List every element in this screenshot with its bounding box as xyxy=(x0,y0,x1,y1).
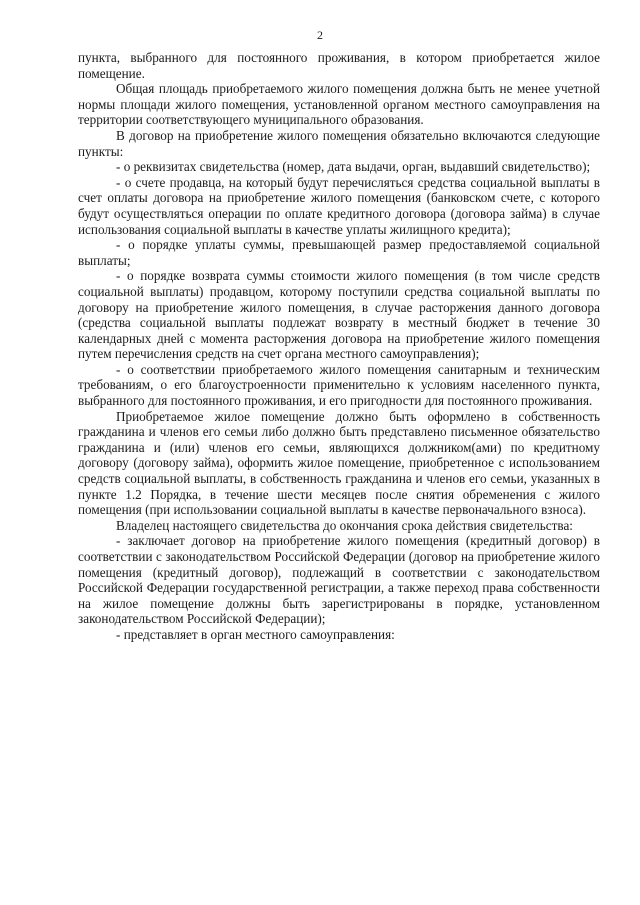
document-body xyxy=(78,50,600,643)
list-item: - представляет в орган местного самоуправления: xyxy=(116,626,395,642)
list-item: - о соответствии приобретаемого жилого помещения санитарным и техническим требованиям, о его благоустроенности применительно к условиям населенного пункта, выбранного для постоянного проживания, и его пригодности для постоянного проживания. xyxy=(78,361,600,409)
list-item: - о порядке возврата суммы стоимости жилого помещения (в том числе средств социальной выплаты) продавцом, которому поступили средства социальной выплаты по договору на приобретение жилого помещения, в случае расторжения данного договора (средства социальной выплаты подлежат возврату в местный бюджет в течение 30 календарных дней с момента расторжения договора на приобретение жилого помещения путем перечисления средств на счет органа местного самоуправления); xyxy=(78,268,600,362)
list-item: - о порядке уплаты суммы, превышающей размер предоставляемой социальной выплаты; xyxy=(78,237,600,268)
paragraph-ownership: Приобретаемое жилое помещение должно быть оформлено в собственность гражданина и членов его семьи либо должно быть представлено письменное обязательство гражданина и (или) членов его семьи, являющихся должником(ами) по кредитному договору (договору займа), оформить жилое помещение, приобретенное с использованием средств социальной выплаты, в собственность гражданина и членов его семьи, указанных в пункте 1.2 Порядка, в течение шести месяцев после снятия обременения с жилого помещения (при использовании социальной выплаты в качестве первоначального взноса). xyxy=(78,408,600,518)
list-item: - о реквизитах свидетельства (номер, дата выдачи, орган, выдавший свидетельство); xyxy=(116,159,591,175)
paragraph-continuation: пункта, выбранного для постоянного проживания, в котором приобретается жилое помещение. xyxy=(78,50,600,81)
list-item: - заключает договор на приобретение жилого помещения (кредитный договор) в соответствии с законодательством Российской Федерации (договор на приобретение жилого помещения (кредитный договор), подлежащий в соответствии с законодательством Российской Федерации государственной регистрации, а также переход права собственности на жилое помещение должны быть зарегистрированы в порядке, установленном законодательством Российской Федерации); xyxy=(78,533,600,627)
list-item: - о счете продавца, на который будут перечисляться средства социальной выплаты в счет оплаты договора на приобретение жилого помещения (банковском счете, с которого будут осуществляться операции по оплате кредитного договора (договора займа) в случае использования социальной выплаты в качестве уплаты жилищного кредита); xyxy=(78,174,600,237)
paragraph-certificate-holder: Владелец настоящего свидетельства до окончания срока действия свидетельства: xyxy=(116,517,573,533)
paragraph-contract-clauses: В договор на приобретение жилого помещения обязательно включаются следующие пункты: xyxy=(78,127,600,159)
page-number: 2 xyxy=(317,28,323,42)
paragraph-area-requirement: Общая площадь приобретаемого жилого помещения должна быть не менее учетной нормы площади жилого помещения, установленной органом местного самоуправления на территории соответствующего муниципального образования. xyxy=(78,81,600,128)
